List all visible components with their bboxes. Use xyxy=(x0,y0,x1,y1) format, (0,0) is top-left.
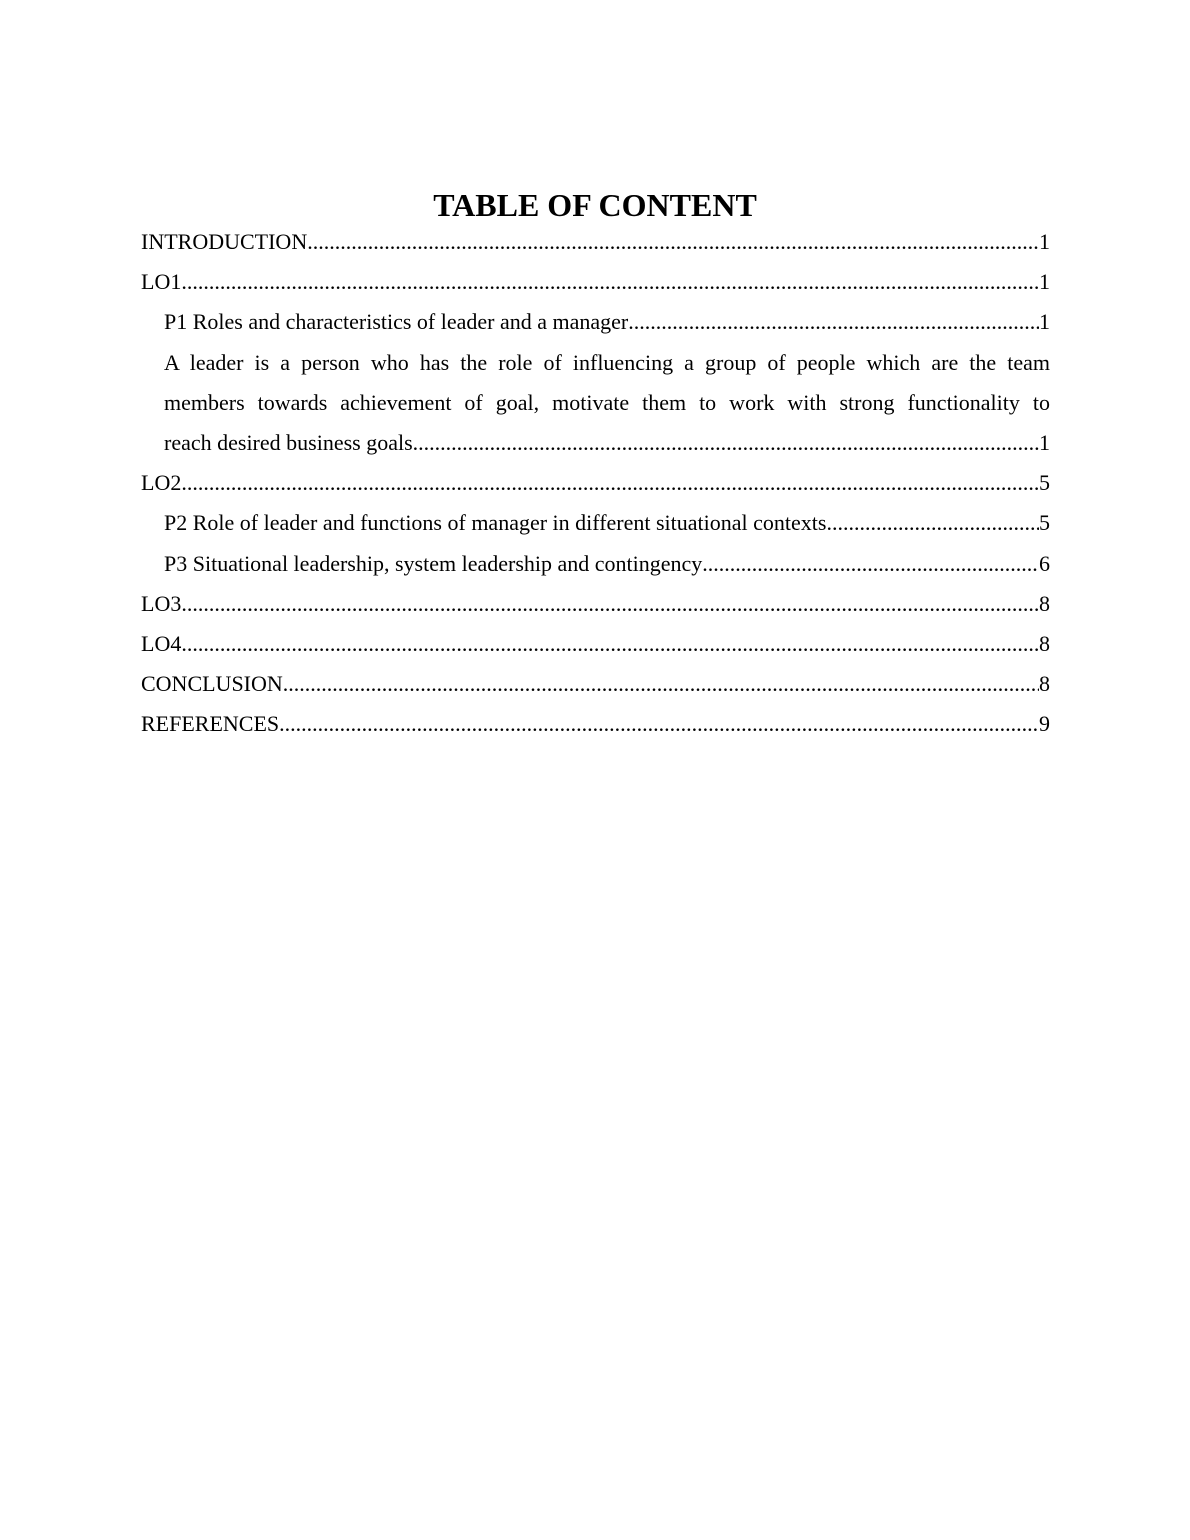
toc-page-number: 1 xyxy=(1039,229,1050,254)
toc-entry-label: LO2 xyxy=(141,470,182,496)
toc-entry-leader-definition[interactable] xyxy=(164,343,1050,464)
toc-entry-label: reach desired business goals xyxy=(164,429,413,455)
toc-title: TABLE OF CONTENT xyxy=(433,187,757,223)
toc-entry-lo4[interactable] xyxy=(141,624,1050,664)
toc-entry-conclusion[interactable] xyxy=(141,664,1050,704)
dot-leader xyxy=(307,222,1039,262)
toc-page-number: 8 xyxy=(1039,590,1050,616)
toc-page-number: 5 xyxy=(1039,470,1050,496)
toc-entry-p2[interactable] xyxy=(164,503,1050,543)
dot-leader xyxy=(826,503,1039,543)
toc-entry-label: P3 Situational leadership, system leadership and contingency xyxy=(164,550,703,576)
toc-entry-label: INTRODUCTION xyxy=(141,229,308,254)
toc-entry-p3[interactable] xyxy=(164,544,1050,584)
toc-entry-label: LO4 xyxy=(141,630,182,656)
toc-page-number: 6 xyxy=(1039,550,1050,576)
toc-page-number: 5 xyxy=(1039,510,1050,536)
toc-page-number: 1 xyxy=(1039,429,1050,455)
dot-leader xyxy=(279,704,1039,744)
toc-entry-p1[interactable] xyxy=(164,302,1050,342)
toc-entry-label: P2 Role of leader and functions of manager in different situational contexts xyxy=(164,510,827,536)
toc-entry-label: CONCLUSION xyxy=(141,671,283,697)
toc-entry-text-line: A leader is a person who has the role of influencing a group of people which are the team xyxy=(164,349,1050,375)
toc-entry-final-line xyxy=(164,423,1050,463)
toc-entry-text-line: members towards achievement of goal, motivate them to work with strong functionality to xyxy=(164,389,1050,415)
toc-entry-lo1[interactable] xyxy=(141,262,1050,302)
toc-entry-label: LO3 xyxy=(141,590,182,616)
toc-page-number: 8 xyxy=(1039,630,1050,656)
toc-entry-introduction[interactable] xyxy=(141,222,1050,262)
toc-entry-references[interactable] xyxy=(141,704,1050,744)
dot-leader xyxy=(181,584,1039,624)
dot-leader xyxy=(181,624,1039,664)
toc-entry-label: LO1 xyxy=(141,269,182,295)
dot-leader xyxy=(181,262,1039,302)
toc-page-number: 8 xyxy=(1039,671,1050,697)
dot-leader xyxy=(628,302,1039,342)
toc-page-number: 1 xyxy=(1039,269,1050,295)
toc-entry-label: P1 Roles and characteristics of leader and a manager xyxy=(164,309,629,335)
dot-leader xyxy=(283,664,1039,704)
dot-leader xyxy=(181,463,1039,503)
toc-entry-label: REFERENCES xyxy=(141,711,280,737)
table-of-contents xyxy=(141,222,1050,744)
dot-leader xyxy=(413,423,1039,463)
toc-entry-lo3[interactable] xyxy=(141,584,1050,624)
toc-entry-lo2[interactable] xyxy=(141,463,1050,503)
toc-page-number: 1 xyxy=(1039,309,1050,335)
toc-page-number: 9 xyxy=(1039,711,1050,737)
dot-leader xyxy=(702,544,1039,584)
